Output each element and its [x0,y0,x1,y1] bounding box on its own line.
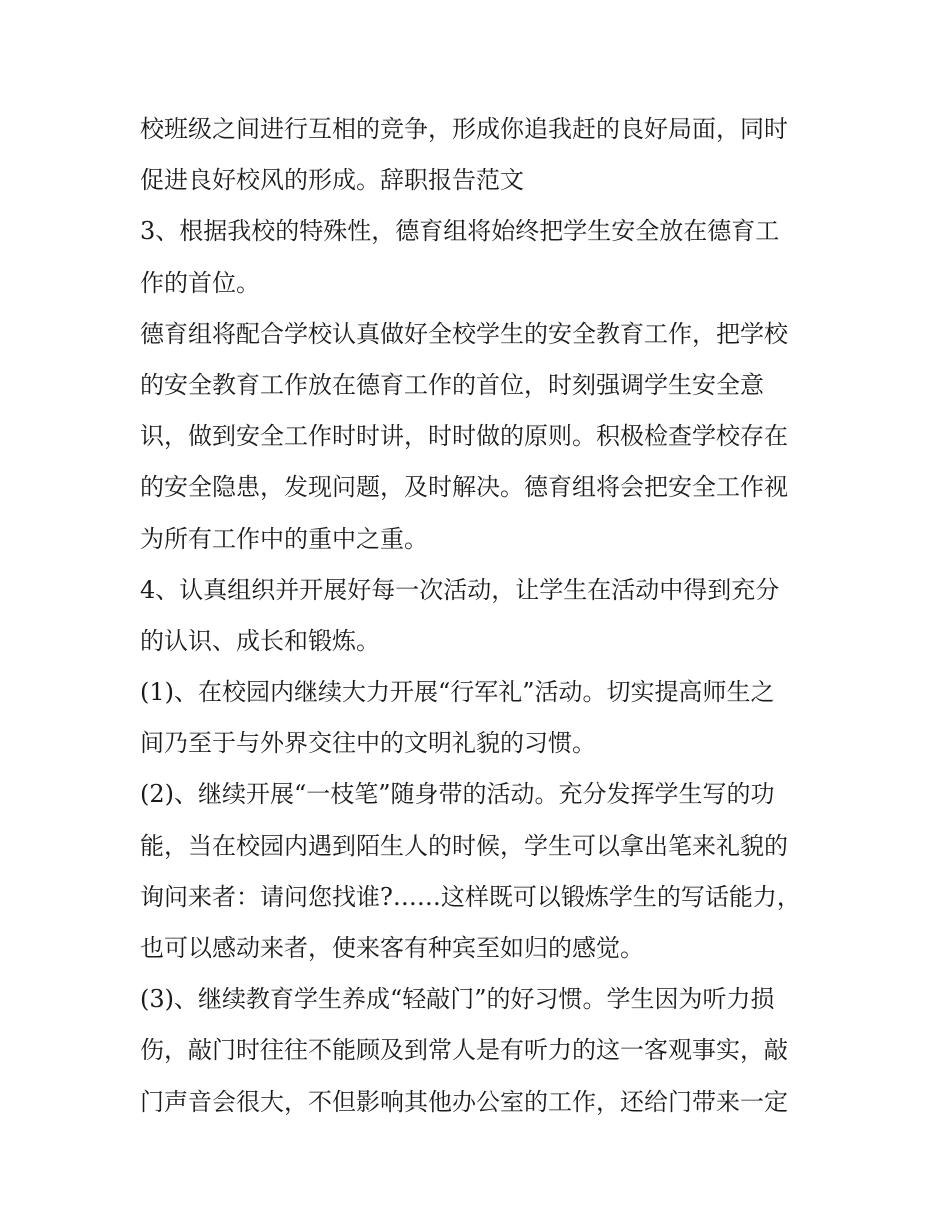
text-line: 3、根据我校的特殊性，德育组将始终把学生安全放在德育工 [140,217,780,246]
text-line: 校班级之间进行互相的竞争，形成你追我赶的良好局面，同时 [140,115,788,143]
text-line: 的安全教育工作放在德育工作的首位，时刻强调学生安全意 [140,370,764,399]
text-line: 德育组将配合学校认真做好全校学生的安全教育工作，把学校 [140,319,788,348]
text-line: (1)、在校园内继续大力开展“行军礼”活动。切实提高师生之 [140,678,775,707]
text-line: (3)、继续教育学生养成“轻敲门”的好习惯。学生因为听力损 [140,985,775,1014]
text-line: 伤，敲门时往往不能顾及到常人是有听力的这一客观事实，敲 [140,1036,788,1065]
text-line: 门声音会很大，不但影响其他办公室的工作，还给门带来一定 [140,1087,788,1116]
body-text [140,104,820,1128]
text-line: 也可以感动来者，使来客有种宾至如归的感觉。 [140,934,644,962]
text-line: 4、认真组织并开展好每一次活动，让学生在活动中得到充分 [140,575,780,604]
text-line: (2)、继续开展“一枝笔”随身带的活动。充分发挥学生写的功 [140,780,775,809]
text-line: 作的首位。 [140,268,260,297]
text-line: 为所有工作中的重中之重。 [140,524,428,553]
text-line: 能，当在校园内遇到陌生人的时候，学生可以拿出笔来礼貌的 [140,831,788,860]
text-line: 的认识、成长和锻炼。 [140,626,380,655]
text-line: 间乃至于与外界交往中的文明礼貌的习惯。 [140,729,596,758]
text-line: 询问来者：请问您找谁?……这样既可以锻炼学生的写话能力， [140,882,801,911]
text-line: 识，做到安全工作时时讲，时时做的原则。积极检查学校存在 [140,422,788,451]
text-line: 的安全隐患，发现问题，及时解决。德育组将会把安全工作视 [140,473,788,502]
text-line: 促进良好校风的形成。辞职报告范文 [140,166,524,195]
